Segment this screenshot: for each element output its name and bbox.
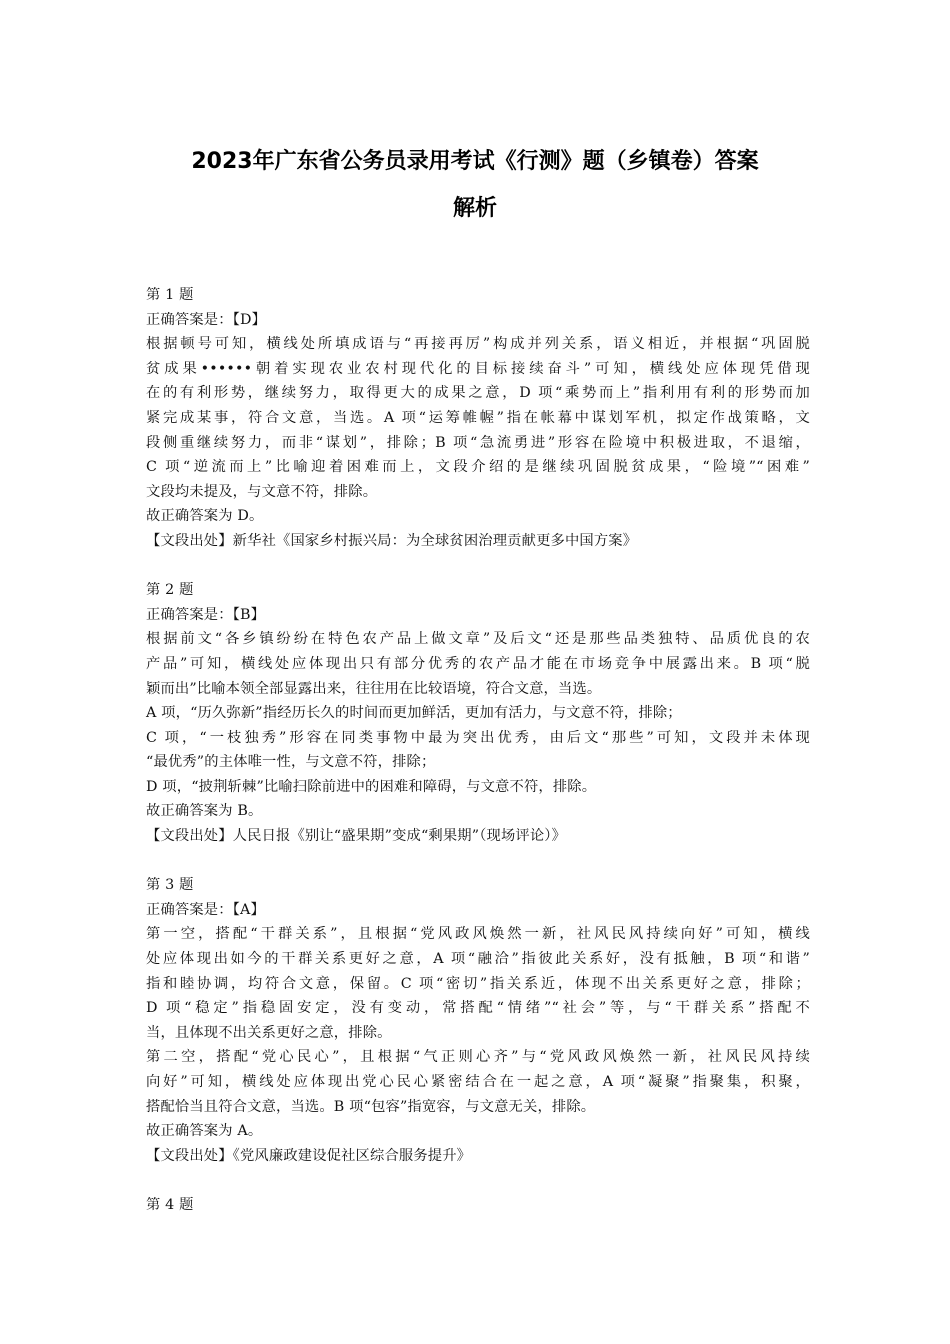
question-1 xyxy=(146,283,810,578)
conclusion-line: 故正确答案为 A。 xyxy=(146,1123,263,1140)
conclusion-line: 故正确答案为 D。 xyxy=(146,508,264,525)
explanation-line: A 项，“历久弥新”指经历长久的时间而更加鲜活，更加有活力，与文意不符，排除； xyxy=(146,705,682,722)
explanation-line: 第二空，搭配“党心民心”，且根据“气正则心齐”与“党风政风焕然一新，社风民风持续 xyxy=(146,1049,810,1066)
spacer xyxy=(146,554,810,579)
explanation-line: 第一空，搭配“干群关系”，且根据“党风政风焕然一新，社风民风持续向好”可知，横线 xyxy=(146,926,810,943)
explanation-line: D 项“稳定”指稳固安定，没有变动，常搭配“情绪”“社会”等，与“干群关系”搭配不 xyxy=(146,1000,810,1017)
spacer xyxy=(146,1168,810,1193)
explanation-line: “最优秀”的主体唯一性，与文意不符，排除； xyxy=(146,754,436,771)
explanation-line: D 项，“披荆斩棘”比喻扫除前进中的困难和障碍，与文意不符，排除。 xyxy=(146,778,597,795)
page-title xyxy=(100,138,850,232)
explanation-line: C 项“逆流而上”比喻迎着困难而上，文段介绍的是继续巩固脱贫成果，“险境”“困难” xyxy=(146,459,810,476)
explanation-line: 段侧重继续努力，而非“谋划”，排除；B 项“急流勇进”形容在险境中积极进取，不退缩， xyxy=(146,434,810,451)
answer-line: 正确答案是：【D】 xyxy=(146,311,267,328)
explanation-line: 贫成果••••••朝着实现农业农村现代化的目标接续奋斗”可知，横线处应体现凭借现 xyxy=(146,360,810,377)
explanation-line: 紧完成某事，符合文意，当选。A 项“运筹帷幄”指在帐幕中谋划军机，拟定作战策略，文 xyxy=(146,409,810,426)
question-heading: 第 2 题 xyxy=(146,582,194,599)
explanation-line: 颖而出”比喻本领全部显露出来，往往用在比较语境，符合文意，当选。 xyxy=(146,680,602,697)
answer-line: 正确答案是：【B】 xyxy=(146,606,266,623)
explanation-line: 搭配恰当且符合文意，当选。B 项“包容”指宽容，与文意无关，排除。 xyxy=(146,1098,596,1115)
explanation-line: 处应体现出如今的干群关系更好之意，A 项“融洽”指彼此关系好，没有抵触，B 项“和谐” xyxy=(146,951,810,968)
source-line: 【文段出处】《党风廉政建设促社区综合服务提升》 xyxy=(146,1147,472,1164)
explanation-line: 文段均未提及，与文意不符，排除。 xyxy=(146,483,378,500)
explanation-line: C 项，“一枝独秀”形容在同类事物中最为突出优秀，由后文“那些”可知，文段并未体现 xyxy=(146,729,810,746)
question-4 xyxy=(146,1193,810,1218)
question-heading: 第 4 题 xyxy=(146,1196,194,1213)
document-body xyxy=(146,283,810,1218)
explanation-line: 指和睦协调，均符合文意，保留。C 项“密切”指关系近，体现不出关系更好之意，排除； xyxy=(146,975,810,992)
explanation-line: 向好”可知，横线处应体现出党心民心紧密结合在一起之意，A 项“凝聚”指聚集，积聚， xyxy=(146,1074,810,1090)
explanation-line: 产品”可知，横线处应体现出只有部分优秀的农产品才能在市场竞争中展露出来。B 项“脱 xyxy=(146,655,810,672)
question-3 xyxy=(146,873,810,1193)
title-line-2: 解析 xyxy=(452,196,497,221)
question-2 xyxy=(146,578,810,873)
explanation-line: 根据前文“各乡镇纷纷在特色农产品上做文章”及后文“还是那些品类独特、品质优良的农 xyxy=(146,631,810,648)
answer-line: 正确答案是：【A】 xyxy=(146,901,265,918)
explanation-line: 在的有利形势，继续努力，取得更大的成果之意，D 项“乘势而上”指利用有利的形势而加 xyxy=(146,385,810,402)
conclusion-line: 故正确答案为 B。 xyxy=(146,803,263,820)
title-line-1: 2023年广东省公务员录用考试《行测》题（乡镇卷）答案 xyxy=(191,149,759,174)
spacer xyxy=(146,849,810,874)
question-heading: 第 1 题 xyxy=(146,287,194,303)
source-line: 【文段出处】新华社《国家乡村振兴局：为全球贫困治理贡献更多中国方案》 xyxy=(146,532,638,549)
question-heading: 第 3 题 xyxy=(146,877,194,894)
explanation-line: 当，且体现不出关系更好之意，排除。 xyxy=(146,1024,392,1041)
explanation-line: 根据顿号可知，横线处所填成语与“再接再厉”构成并列关系，语义相近，并根据“巩固脱 xyxy=(146,336,810,353)
source-line: 【文段出处】人民日报《别让“盛果期”变成“剩果期”（现场评论）》 xyxy=(146,828,567,845)
